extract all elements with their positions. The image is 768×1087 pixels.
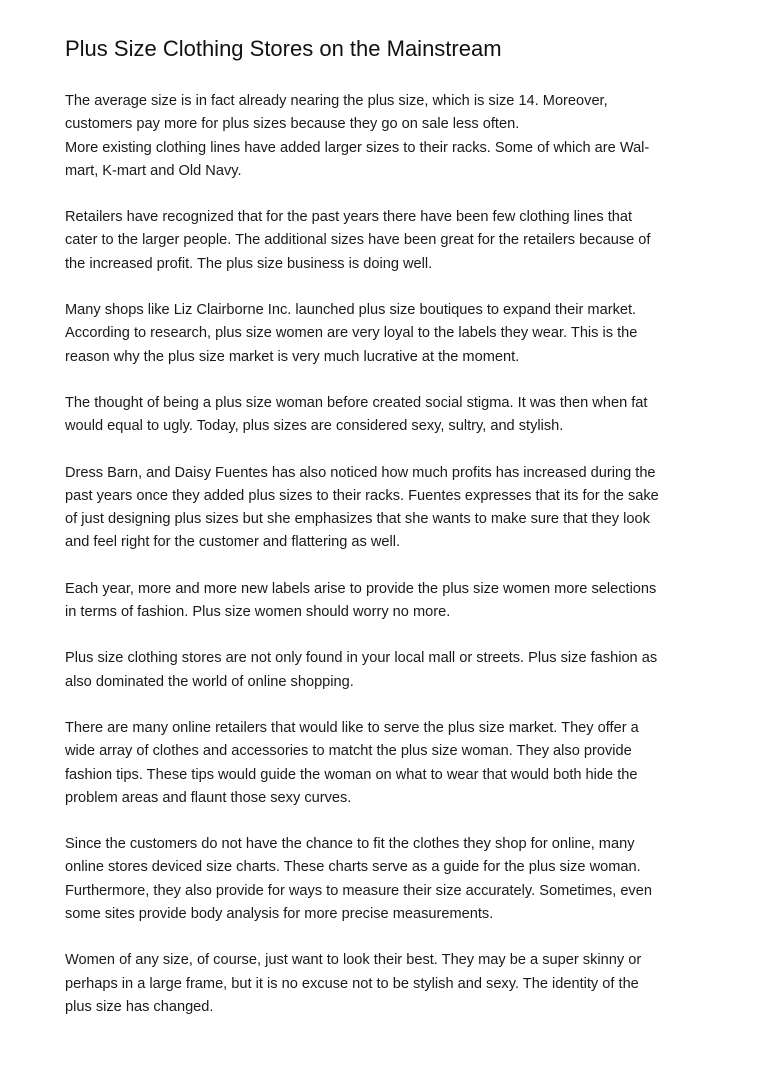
text-line: Furthermore, they also provide for ways to measure their size accurately. Sometimes, even — [65, 882, 652, 899]
text-line: Retailers have recognized that for the past years there have been few clothing lines that — [65, 209, 633, 226]
paragraph-4 — [65, 392, 705, 439]
paragraph-5 — [65, 462, 705, 555]
text-line: of just designing plus sizes but she emphasizes that she wants to make sure that they look — [65, 511, 650, 528]
text-line: wide array of clothes and accessories to matcht the plus size woman. They also provide — [65, 743, 632, 760]
text-line: The average size is in fact already nearing the plus size, which is size 14. Moreover, — [65, 93, 608, 109]
text-line: More existing clothing lines have added larger sizes to their racks. Some of which are Wal- — [65, 139, 650, 156]
text-line: Many shops like Liz Clairborne Inc. launched plus size boutiques to expand their market. — [65, 302, 637, 319]
text-line: According to research, plus size women are very loyal to the labels they wear. This is the — [65, 325, 638, 342]
text-line: online stores deviced size charts. These charts serve as a guide for the plus size woman. — [65, 859, 641, 876]
paragraph-1 — [65, 90, 705, 183]
text-line: The thought of being a plus size woman before created social stigma. It was then when fat — [65, 394, 648, 411]
text-line: reason why the plus size market is very much lucrative at the moment. — [65, 348, 520, 365]
text-line: Each year, more and more new labels arise to provide the plus size women more selections — [65, 580, 657, 597]
paragraph-2 — [65, 206, 705, 276]
text-line: plus size has changed. — [65, 998, 214, 1015]
text-line: customers pay more for plus sizes because they go on sale less often. — [65, 116, 520, 133]
text-line: fashion tips. These tips would guide the woman on what to wear that would both hide the — [65, 766, 638, 783]
text-line: There are many online retailers that would like to serve the plus size market. They offer a — [65, 719, 639, 736]
paragraph-6 — [65, 578, 705, 625]
paragraph-9 — [65, 833, 705, 926]
text-line: Since the customers do not have the chance to fit the clothes they shop for online, many — [65, 836, 635, 853]
text-line: cater to the larger people. The additional sizes have been great for the retailers because of — [65, 232, 651, 249]
paragraph-10 — [65, 949, 705, 1019]
document-title: Plus Size Clothing Stores on the Mainstream — [65, 36, 502, 61]
text-line: past years once they added plus sizes to their racks. Fuentes expresses that its for the sake — [65, 487, 659, 504]
text-line: problem areas and flaunt those sexy curves. — [65, 789, 352, 806]
paragraph-7 — [65, 647, 705, 694]
paragraph-3 — [65, 299, 705, 369]
text-line: Women of any size, of course, just want to look their best. They may be a super skinny or — [65, 952, 642, 969]
text-line: would equal to ugly. Today, plus sizes are considered sexy, sultry, and stylish. — [65, 418, 564, 435]
text-line: perhaps in a large frame, but it is no excuse not to be stylish and sexy. The identity of the — [65, 975, 639, 992]
text-line: in terms of fashion. Plus size women should worry no more. — [65, 604, 451, 621]
text-line: Plus size clothing stores are not only found in your local mall or streets. Plus size fashion as — [65, 650, 658, 667]
text-line: also dominated the world of online shopping. — [65, 673, 354, 690]
paragraph-8 — [65, 717, 705, 810]
text-line: the increased profit. The plus size business is doing well. — [65, 255, 433, 272]
text-line: some sites provide body analysis for more precise measurements. — [65, 906, 494, 923]
text-line: mart, K-mart and Old Navy. — [65, 162, 242, 179]
document-page — [65, 34, 705, 1042]
text-line: Dress Barn, and Daisy Fuentes has also noticed how much profits has increased during the — [65, 464, 656, 481]
text-line: and feel right for the customer and flattering as well. — [65, 534, 401, 551]
